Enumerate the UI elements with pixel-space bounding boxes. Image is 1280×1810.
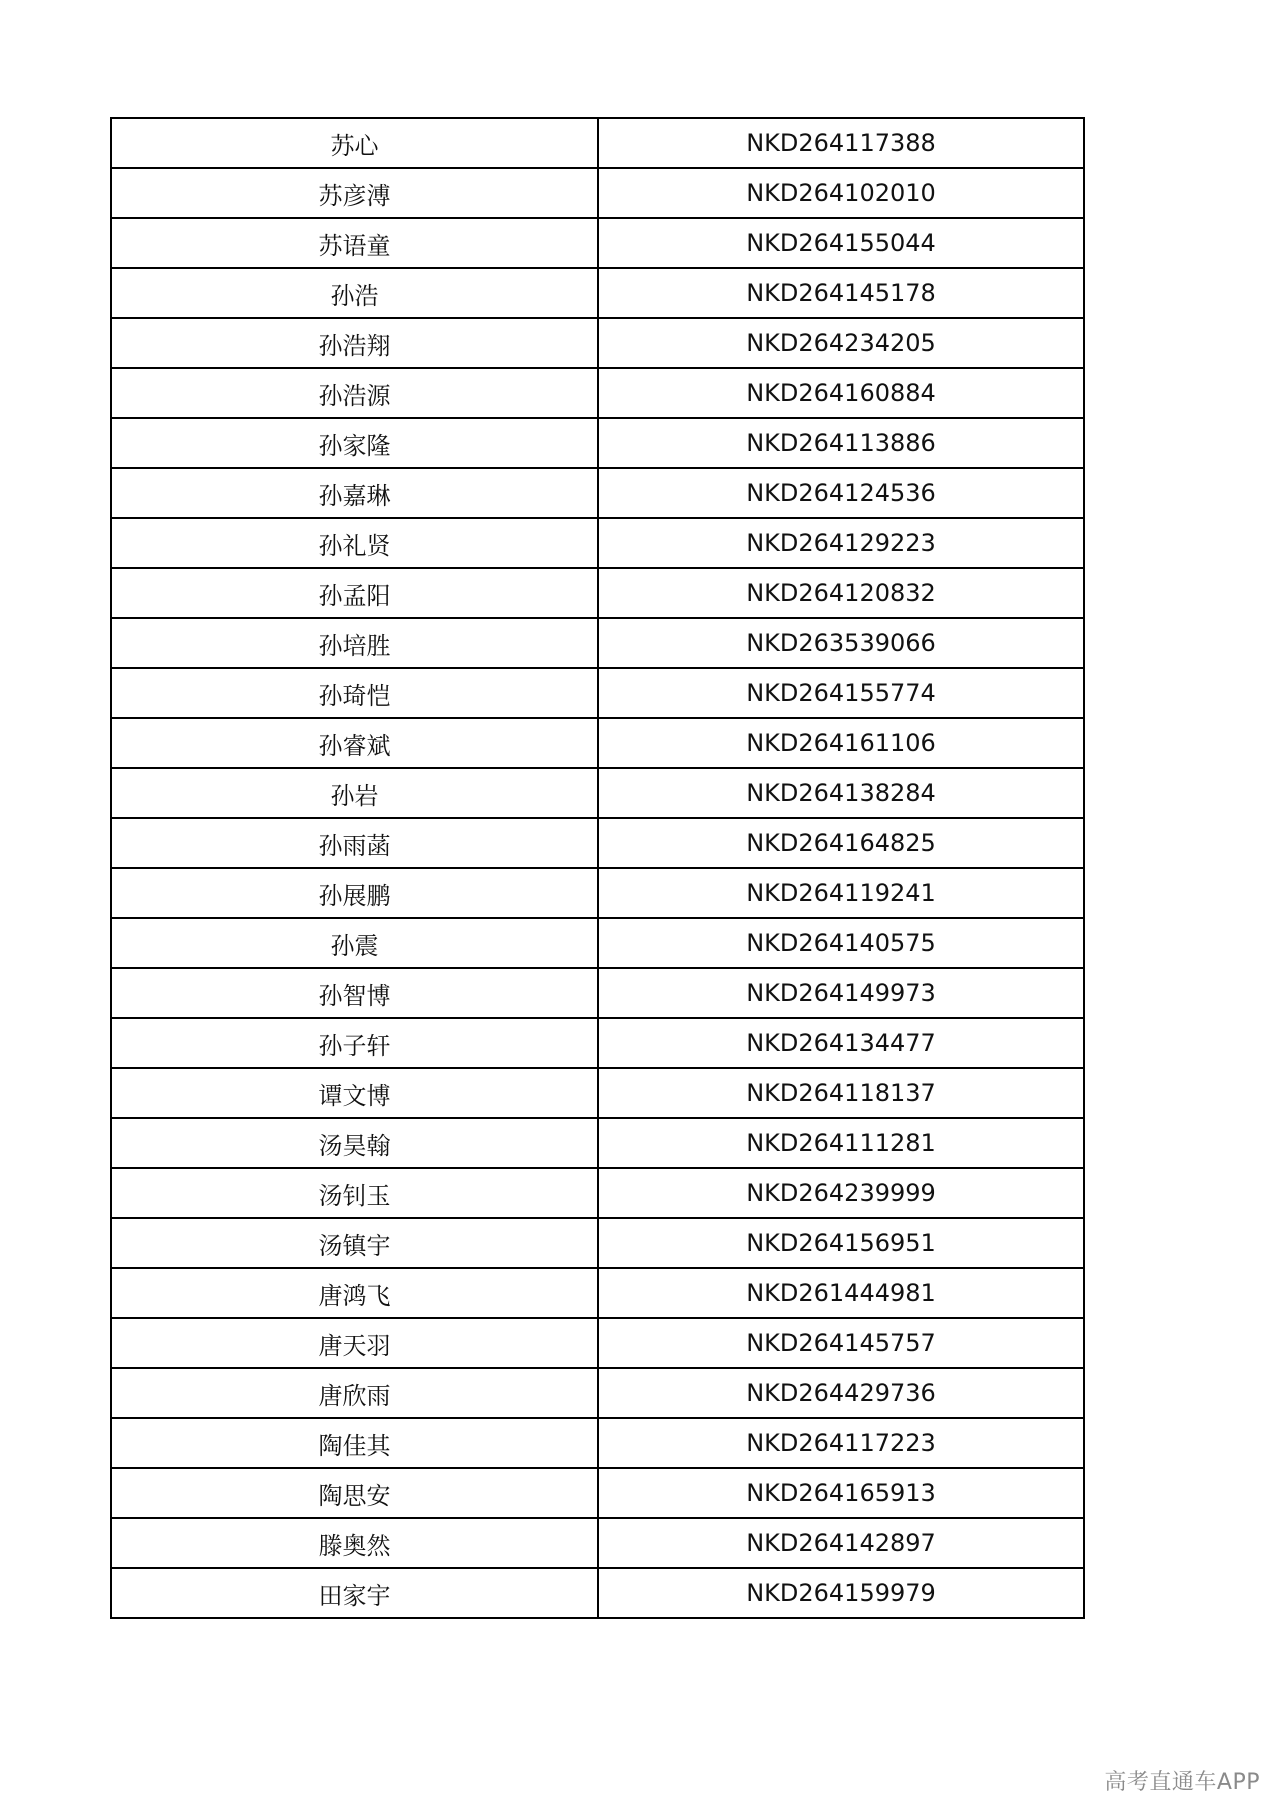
name-cell: 滕奥然 bbox=[111, 1518, 598, 1568]
id-cell: NKD264134477 bbox=[598, 1018, 1084, 1068]
name-cell: 孙岩 bbox=[111, 768, 598, 818]
table-row bbox=[111, 868, 1084, 918]
name-cell: 陶思安 bbox=[111, 1468, 598, 1518]
table-row bbox=[111, 968, 1084, 1018]
name-cell: 汤钊玉 bbox=[111, 1168, 598, 1218]
name-cell: 孙嘉琳 bbox=[111, 468, 598, 518]
name-cell: 孙礼贤 bbox=[111, 518, 598, 568]
id-cell: NKD264129223 bbox=[598, 518, 1084, 568]
name-cell: 孙子轩 bbox=[111, 1018, 598, 1068]
table-row bbox=[111, 1318, 1084, 1368]
name-cell: 苏语童 bbox=[111, 218, 598, 268]
table-row bbox=[111, 718, 1084, 768]
id-cell: NKD264155774 bbox=[598, 668, 1084, 718]
id-cell: NKD264159979 bbox=[598, 1568, 1084, 1618]
name-cell: 孙培胜 bbox=[111, 618, 598, 668]
table-row bbox=[111, 168, 1084, 218]
name-cell: 谭文博 bbox=[111, 1068, 598, 1118]
id-cell: NKD264111281 bbox=[598, 1118, 1084, 1168]
id-cell: NKD263539066 bbox=[598, 618, 1084, 668]
table-row bbox=[111, 518, 1084, 568]
id-cell: NKD264164825 bbox=[598, 818, 1084, 868]
table-row bbox=[111, 1168, 1084, 1218]
name-cell: 汤镇宇 bbox=[111, 1218, 598, 1268]
id-cell: NKD264239999 bbox=[598, 1168, 1084, 1218]
table-row bbox=[111, 568, 1084, 618]
table-row bbox=[111, 1518, 1084, 1568]
name-cell: 孙浩源 bbox=[111, 368, 598, 418]
id-cell: NKD264124536 bbox=[598, 468, 1084, 518]
name-cell: 唐鸿飞 bbox=[111, 1268, 598, 1318]
name-list-table bbox=[110, 117, 1085, 1619]
name-cell: 孙浩翔 bbox=[111, 318, 598, 368]
name-cell: 田家宇 bbox=[111, 1568, 598, 1618]
table-row bbox=[111, 1018, 1084, 1068]
name-cell: 孙琦恺 bbox=[111, 668, 598, 718]
table-row bbox=[111, 1468, 1084, 1518]
id-cell: NKD264120832 bbox=[598, 568, 1084, 618]
table-row bbox=[111, 1268, 1084, 1318]
id-cell: NKD264117223 bbox=[598, 1418, 1084, 1468]
table-row bbox=[111, 918, 1084, 968]
id-cell: NKD264165913 bbox=[598, 1468, 1084, 1518]
table-row bbox=[111, 668, 1084, 718]
name-cell: 苏心 bbox=[111, 118, 598, 168]
name-cell: 孙展鹏 bbox=[111, 868, 598, 918]
table-row bbox=[111, 318, 1084, 368]
table-row bbox=[111, 118, 1084, 168]
id-cell: NKD264145757 bbox=[598, 1318, 1084, 1368]
id-cell: NKD264161106 bbox=[598, 718, 1084, 768]
id-cell: NKD264117388 bbox=[598, 118, 1084, 168]
id-cell: NKD261444981 bbox=[598, 1268, 1084, 1318]
id-cell: NKD264142897 bbox=[598, 1518, 1084, 1568]
table-row bbox=[111, 268, 1084, 318]
id-cell: NKD264234205 bbox=[598, 318, 1084, 368]
id-cell: NKD264113886 bbox=[598, 418, 1084, 468]
table-row bbox=[111, 1118, 1084, 1168]
name-cell: 孙雨菡 bbox=[111, 818, 598, 868]
table-row bbox=[111, 368, 1084, 418]
name-cell: 苏彦溥 bbox=[111, 168, 598, 218]
id-cell: NKD264119241 bbox=[598, 868, 1084, 918]
name-cell: 孙家隆 bbox=[111, 418, 598, 468]
name-cell: 陶佳其 bbox=[111, 1418, 598, 1468]
table-row bbox=[111, 1568, 1084, 1618]
id-cell: NKD264140575 bbox=[598, 918, 1084, 968]
table-row bbox=[111, 1068, 1084, 1118]
id-cell: NKD264155044 bbox=[598, 218, 1084, 268]
table-row bbox=[111, 468, 1084, 518]
name-cell: 孙震 bbox=[111, 918, 598, 968]
table-row bbox=[111, 768, 1084, 818]
table-row bbox=[111, 218, 1084, 268]
id-cell: NKD264118137 bbox=[598, 1068, 1084, 1118]
name-cell: 汤昊翰 bbox=[111, 1118, 598, 1168]
id-cell: NKD264149973 bbox=[598, 968, 1084, 1018]
table-row bbox=[111, 1218, 1084, 1268]
id-cell: NKD264429736 bbox=[598, 1368, 1084, 1418]
id-cell: NKD264156951 bbox=[598, 1218, 1084, 1268]
name-cell: 唐天羽 bbox=[111, 1318, 598, 1368]
name-cell: 唐欣雨 bbox=[111, 1368, 598, 1418]
id-cell: NKD264160884 bbox=[598, 368, 1084, 418]
table-row bbox=[111, 1368, 1084, 1418]
table-row bbox=[111, 1418, 1084, 1468]
watermark-text: 高考直通车APP bbox=[1104, 1770, 1260, 1795]
id-cell: NKD264145178 bbox=[598, 268, 1084, 318]
table-row bbox=[111, 618, 1084, 668]
table-row bbox=[111, 418, 1084, 468]
name-cell: 孙智博 bbox=[111, 968, 598, 1018]
table-row bbox=[111, 818, 1084, 868]
name-cell: 孙浩 bbox=[111, 268, 598, 318]
name-cell: 孙孟阳 bbox=[111, 568, 598, 618]
id-cell: NKD264138284 bbox=[598, 768, 1084, 818]
id-cell: NKD264102010 bbox=[598, 168, 1084, 218]
table-body bbox=[111, 118, 1084, 1618]
name-cell: 孙睿斌 bbox=[111, 718, 598, 768]
